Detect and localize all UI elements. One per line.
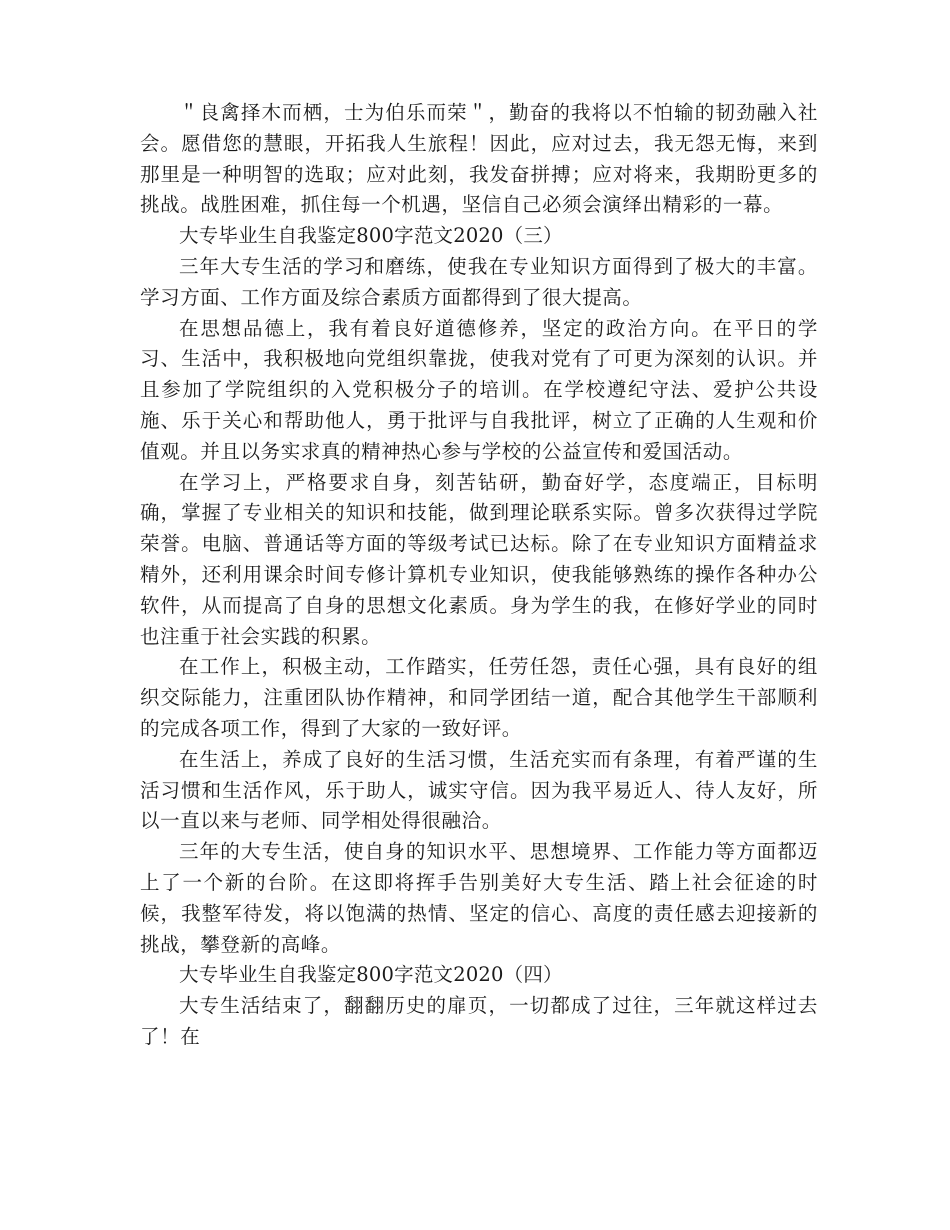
section-heading-4: 大专毕业生自我鉴定800字范文2020（四）	[179, 963, 563, 987]
paragraph-intro: 三年大专生活的学习和磨练，使我在专业知识方面得到了极大的丰富。学习方面、工作方面及综合素质方面都得到了很大提高。	[140, 254, 818, 309]
paragraph-work: 在工作上，积极主动，工作踏实，任劳任怨，责任心强，具有良好的组织交际能力，注重团队协作精神，和同学团结一道，配合其他学生干部顺利的完成各项工作，得到了大家的一致好评。	[140, 655, 818, 740]
paragraph-final-start: 大专生活结束了，翻翻历史的扉页，一切都成了过往，三年就这样过去了！在	[140, 994, 818, 1048]
paragraph-life: 在生活上，养成了良好的生活习惯，生活充实而有条理，有着严谨的生活习惯和生活作风，乐于助人，诚实守信。因为我平易近人、待人友好，所以一直以来与老师、同学相处得很融洽。	[140, 747, 818, 833]
paragraph-summary: 三年的大专生活，使自身的知识水平、思想境界、工作能力等方面都迈上了一个新的台阶。在这即将挥手告别美好大专生活、踏上社会征途的时候，我整军待发，将以饱满的热情、坚定的信心、高度的责任感去迎接新的挑战，攀登新的高峰。	[140, 840, 818, 956]
paragraph-ideology: 在思想品德上，我有着良好道德修养，坚定的政治方向。在平日的学习、生活中，我积极地向党组织靠拢，使我对党有了可更为深刻的认识。并且参加了学院组织的入党积极分子的培训。在学校遵纪守法、爱护公共设施、乐于关心和帮助他人，勇于批评与自我批评，树立了正确的人生观和价值观。并且以务实求真的精神热心参与学校的公益宣传和爱国活动。	[140, 316, 818, 463]
paragraph-closing-quote: ＂良禽择木而栖，士为伯乐而荣＂，勤奋的我将以不怕输的韧劲融入社会。愿借您的慧眼，开拓我人生旅程！因此，应对过去，我无怨无悔，来到那里是一种明智的选取；应对此刻，我发奋拼搏；应对将来，我期盼更多的挑战。战胜困难，抓住每一个机遇，坚信自己必须会演绎出精彩的一幕。	[140, 101, 818, 217]
paragraph-study: 在学习上，严格要求自身，刻苦钻研，勤奋好学，态度端正，目标明确，掌握了专业相关的知识和技能，做到理论联系实际。曾多次获得过学院荣誉。电脑、普通话等方面的等级考试已达标。除了在专业知识方面精益求精外，还利用课余时间专修计算机专业知识，使我能够熟练的操作各种办公软件，从而提高了自身的思想文化素质。身为学生的我，在修好学业的同时也注重于社会实践的积累。	[140, 470, 818, 648]
section-heading-3: 大专毕业生自我鉴定800字范文2020（三）	[179, 224, 563, 248]
